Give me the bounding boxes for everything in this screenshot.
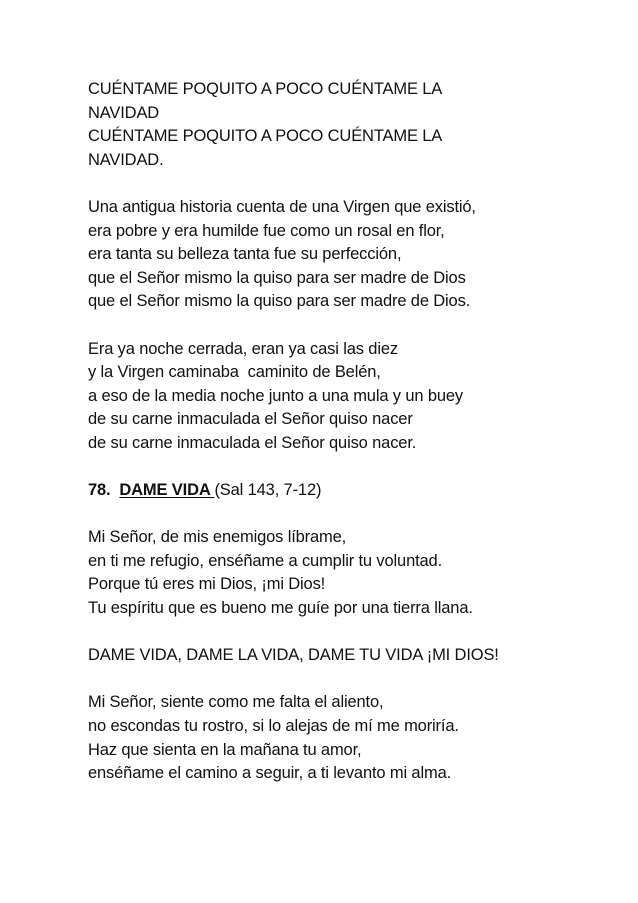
text-line: en ti me refugio, enséñame a cumplir tu voluntad. — [88, 551, 443, 570]
text-line: Porque tú eres mi Dios, ¡mi Dios! — [88, 575, 326, 594]
text-line: era pobre y era humilde fue como un rosal en flor, — [88, 221, 445, 240]
song-heading — [88, 479, 628, 503]
text-line: de su carne inmaculada el Señor quiso nacer — [88, 410, 413, 429]
text-line: Haz que sienta en la mañana tu amor, — [88, 740, 362, 759]
stanza-gap — [88, 621, 628, 645]
song-reference: (Sal 143, 7-12) — [214, 481, 322, 500]
text-line: CUÉNTAME POQUITO A POCO CUÉNTAME LA — [88, 80, 443, 98]
chorus-cuentame — [88, 78, 628, 172]
text-line: Tu espíritu que es bueno me guíe por una tierra llana. — [88, 599, 473, 618]
verse-noche-cerrada — [88, 338, 628, 456]
text-line: a eso de la media noche junto a una mula y un buey — [88, 386, 464, 405]
text-line: DAME VIDA, DAME LA VIDA, DAME TU VIDA ¡MI DIOS! — [88, 646, 499, 665]
text-line: que el Señor mismo la quiso para ser madre de Dios — [88, 268, 466, 287]
text-line: Mi Señor, de mis enemigos líbrame, — [88, 528, 347, 547]
stanza-gap — [88, 668, 628, 692]
text-line: Una antigua historia cuenta de una Virgen que existió, — [88, 197, 476, 216]
text-line: que el Señor mismo la quiso para ser madre de Dios. — [88, 292, 471, 311]
chorus-dame-vida — [88, 644, 628, 668]
song-number: 78. — [88, 481, 111, 500]
verse-mi-senor-enemigos — [88, 526, 628, 620]
stanza-gap — [88, 172, 628, 196]
text-line: NAVIDAD — [88, 103, 160, 122]
stanza-gap — [88, 456, 628, 480]
text-line: y la Virgen caminaba caminito de Belén, — [88, 363, 381, 382]
text-line: Era ya noche cerrada, eran ya casi las diez — [88, 339, 398, 358]
text-line: CUÉNTAME POQUITO A POCO CUÉNTAME LA — [88, 127, 443, 146]
text-line: NAVIDAD. — [88, 150, 164, 169]
verse-mi-senor-aliento — [88, 691, 628, 785]
stanza-gap — [88, 503, 628, 527]
text-line: enséñame el camino a seguir, a ti levanto mi alma. — [88, 764, 452, 783]
text-line: de su carne inmaculada el Señor quiso nacer. — [88, 433, 417, 452]
text-line: Mi Señor, siente como me falta el aliento, — [88, 693, 384, 712]
song-title: DAME VIDA — [119, 481, 215, 500]
document-page — [88, 78, 628, 786]
verse-antigua-historia — [88, 196, 628, 314]
text-line: no escondas tu rostro, si lo alejas de mí me moriría. — [88, 717, 459, 736]
text-line: era tanta su belleza tanta fue su perfección, — [88, 245, 402, 264]
stanza-gap — [88, 314, 628, 338]
